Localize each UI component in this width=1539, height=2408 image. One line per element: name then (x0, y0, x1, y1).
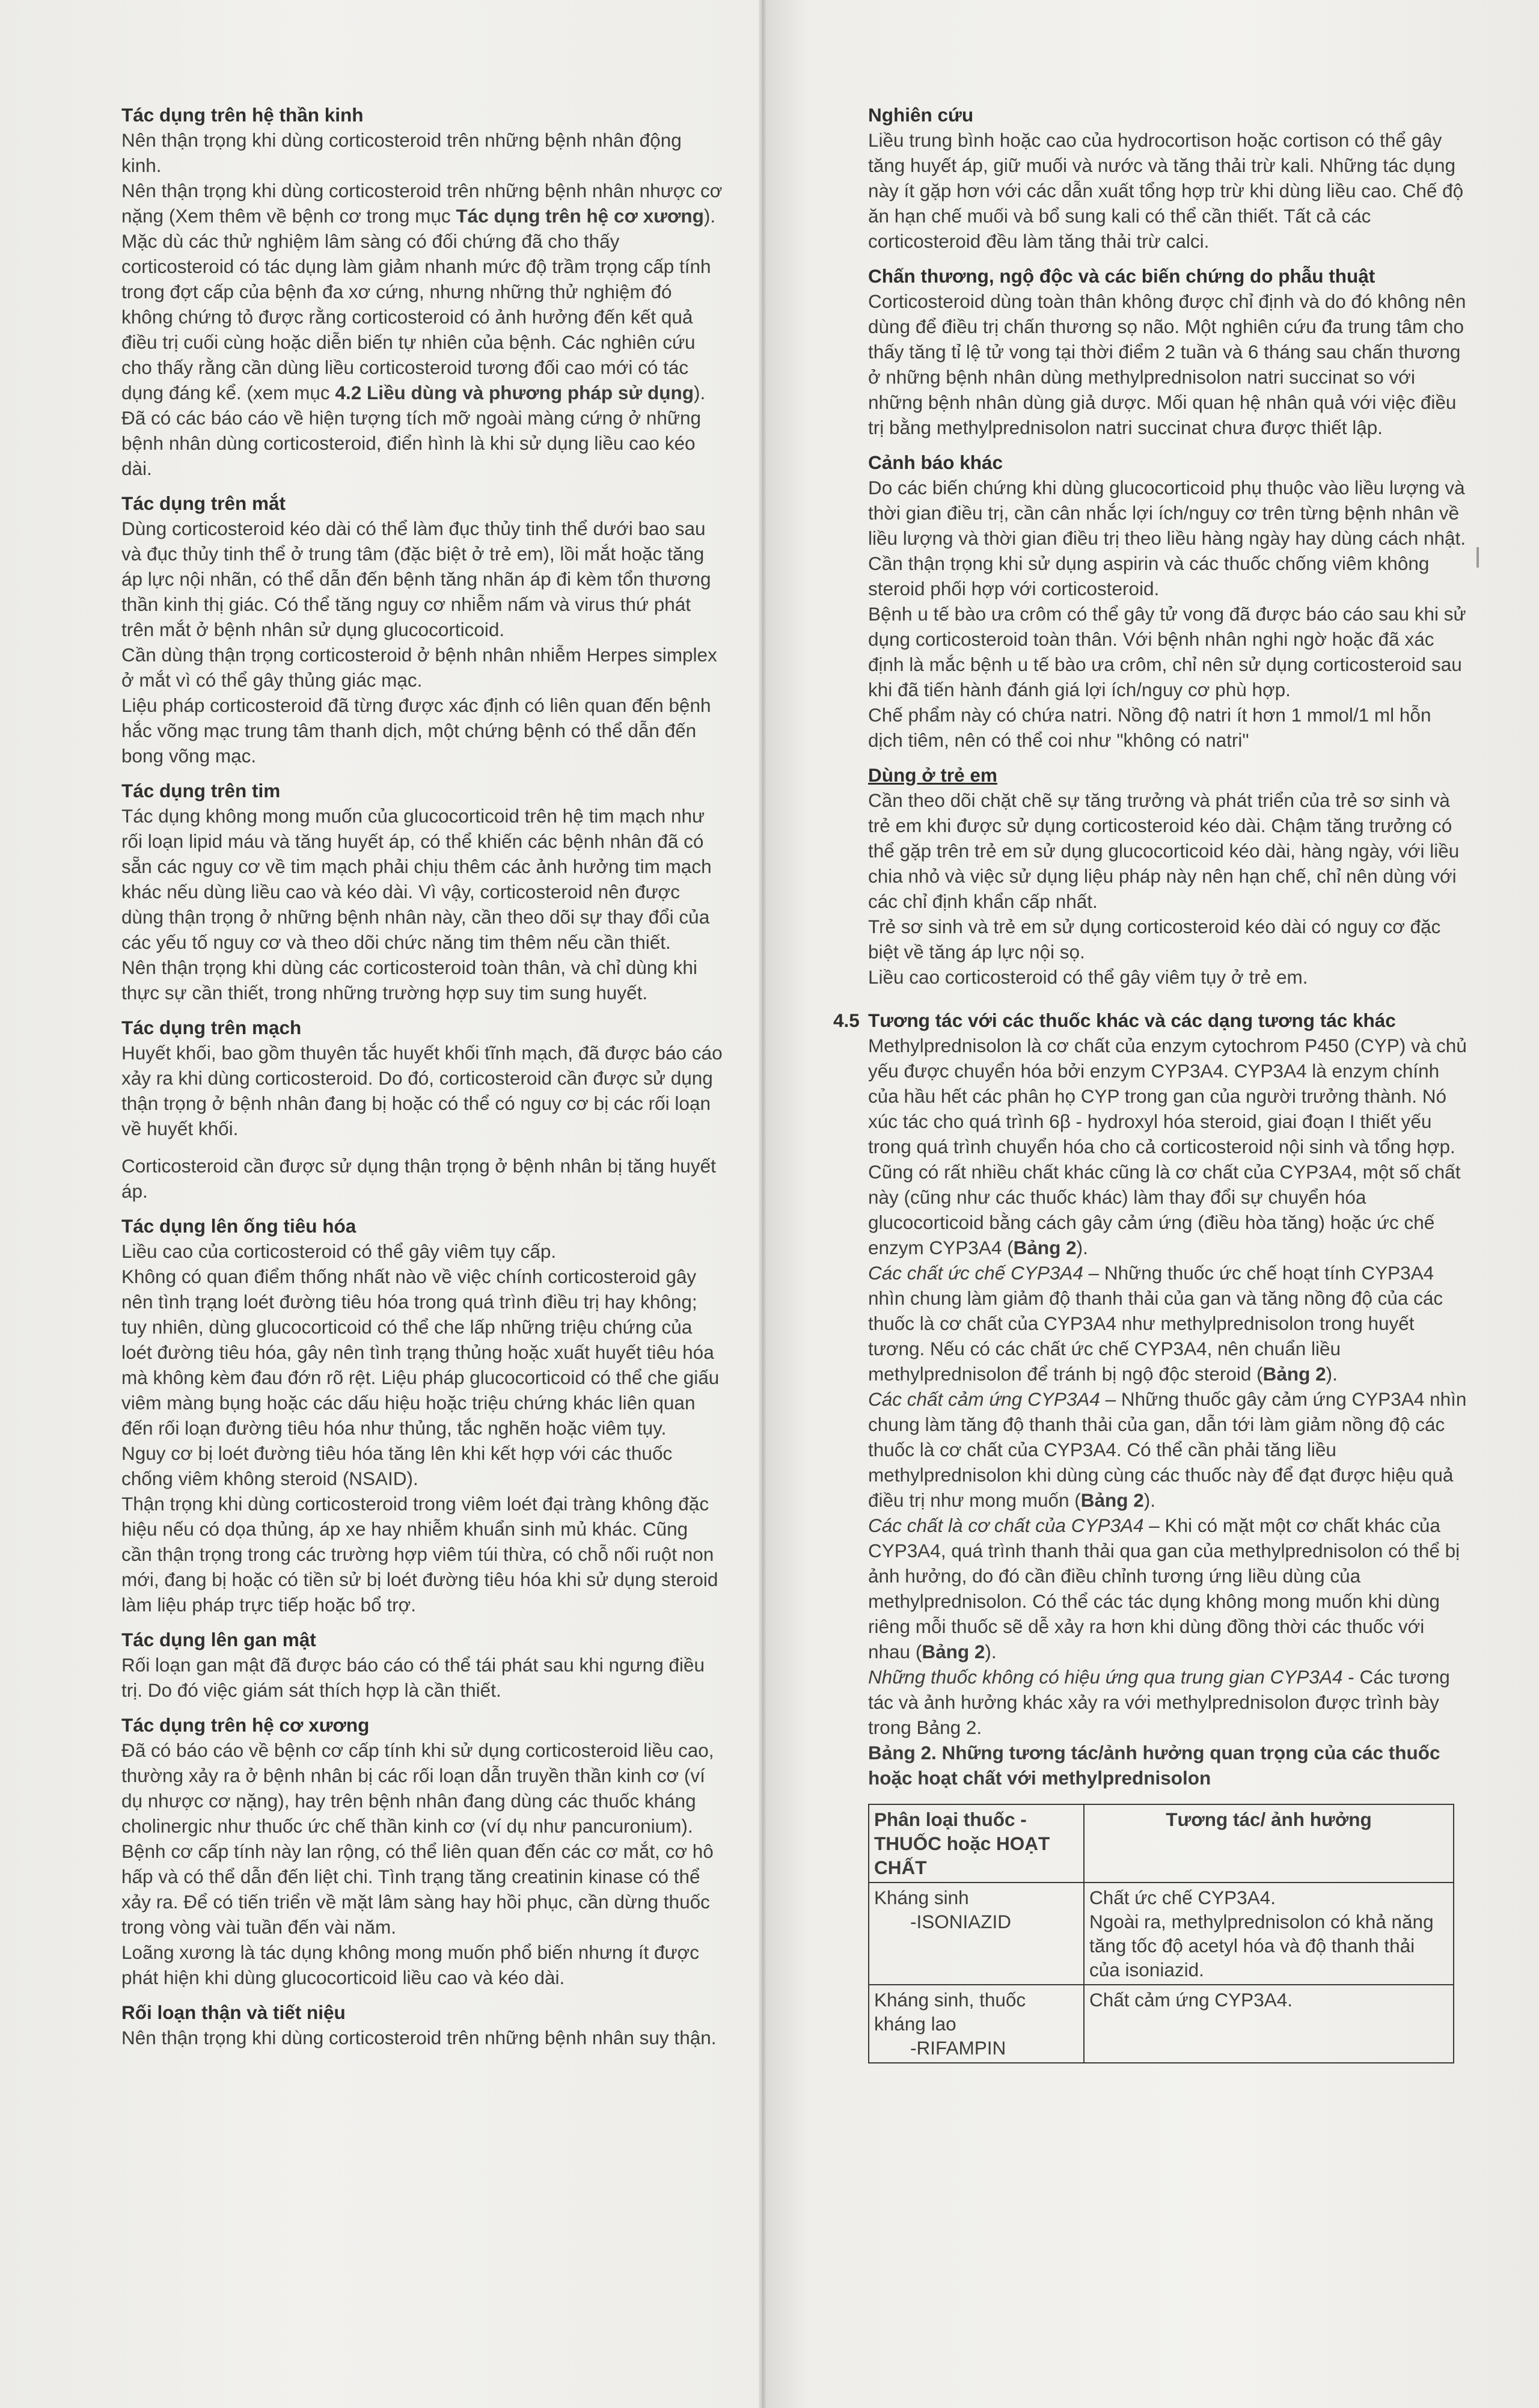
paragraph: Nên thận trọng khi dùng các corticosteroid toàn thân, và chỉ dùng khi thực sự cần thiết, trong những trường hợp suy tim sung huyết. (121, 957, 697, 1003)
paragraph: Trẻ sơ sinh và trẻ em sử dụng corticosteroid kéo dài có nguy cơ đặc biệt về tăng áp lực nội sọ. (868, 916, 1441, 963)
table-header-cell: Phân loại thuốc - THUỐC hoặc HOẠT CHẤT (869, 1804, 1084, 1883)
table-header-row (869, 1804, 1454, 1883)
cross-reference: 4.2 Liều dùng và phương pháp sử dụng (335, 382, 694, 403)
section-vascular (121, 1015, 723, 1204)
paragraph-inducers: Các chất cảm ứng CYP3A4 – Những thuốc gây cảm ứng CYP3A4 nhìn chung làm tăng độ thanh thải của gan, dẫn tới làm giảm nồng độ các thuốc là cơ chất của CYP3A4. Có thể cần phải tăng liều methylprednisolon khi dùng cùng các thuốc này để đạt được hiệu quả điều trị như mong muốn (Bảng 2). (868, 1388, 1467, 1511)
heading-trauma: Chấn thương, ngộ độc và các biến chứng do phẫu thuật (868, 265, 1375, 287)
section-nervous-system (121, 102, 723, 481)
section-gastrointestinal (121, 1213, 723, 1617)
section-eyes (121, 491, 723, 768)
table-cell: Kháng sinh, thuốc kháng lao -RIFAMPIN (869, 1985, 1084, 2063)
section-4-5-interactions (833, 1008, 1469, 2063)
heading-4-5: 4.5 Tương tác với các thuốc khác và các dạng tương tác khác (833, 1008, 1469, 1033)
section-heart (121, 778, 723, 1005)
paragraph: Chế phẩm này có chứa natri. Nồng độ natri ít hơn 1 mmol/1 ml hỗn dịch tiêm, nên có thể coi như "không có natri" (868, 704, 1431, 751)
heading-eyes: Tác dụng trên mắt (121, 492, 286, 514)
paragraph: Không có quan điểm thống nhất nào về việc chính corticosteroid gây nên tình trạng loét đường tiêu hóa trong quá trình điều trị hay không; tuy nhiên, dùng glucocorticoid có thể che lấp những triệu chứng của loét đường tiêu hóa, gây nên tình trạng thủng hoặc xuất huyết tiêu hóa mà không kèm đau đớn rõ rệt. Liệu pháp glucocorticoid có thể che giấu viêm màng bụng hoặc các dấu hiệu hoặc triệu chứng khác liên quan đến rối loạn đường tiêu hóa như thủng, tắc nghẽn hoặc viêm tụy. (121, 1266, 720, 1439)
paragraph-non-cyp: Những thuốc không có hiệu ứng qua trung gian CYP3A4 - Các tương tác và ảnh hưởng khác xảy ra với methylprednisolon được trình bày trong Bảng 2. (868, 1666, 1450, 1738)
paragraph: Huyết khối, bao gồm thuyên tắc huyết khối tĩnh mạch, đã được báo cáo xảy ra khi dùng corticosteroid. Do đó, corticosteroid cần được sử dụng thận trọng ở bệnh nhân đang bị hoặc có thể có nguy cơ bị các rối loạn về huyết khối. (121, 1042, 723, 1139)
paragraph: Corticosteroid cần được sử dụng thận trọng ở bệnh nhân bị tăng huyết áp. (121, 1155, 716, 1202)
left-column (121, 102, 723, 2060)
paragraph: Liều cao corticosteroid có thể gây viêm tụy ở trẻ em. (868, 966, 1308, 988)
heading-musculoskeletal: Tác dụng trên hệ cơ xương (121, 1714, 370, 1736)
paragraph: Liệu pháp corticosteroid đã từng được xác định có liên quan đến bệnh hắc võng mạc trung tâm thanh dịch, một chứng bệnh có thể dẫn đến bong võng mạc. (121, 694, 711, 767)
paragraph: Đã có báo cáo về bệnh cơ cấp tính khi sử dụng corticosteroid liều cao, thường xảy ra ở bệnh nhân bị các rối loạn dẫn truyền thần kinh cơ (ví dụ nhược cơ nặng), hay trên bệnh nhân đang dùng các thuốc kháng cholinergic như thuốc ức chế thần kinh cơ (ví dụ như pancuronium). Bệnh cơ cấp tính này lan rộng, có thể liên quan đến các cơ mắt, cơ hô hấp và có thể dẫn đến liệt chi. Tình trạng tăng creatinin kinase có thể xảy ra. Để có tiến triển về mặt lâm sàng hay hồi phục, cần dừng thuốc trong vòng vài tuần đến vài năm. (121, 1739, 714, 1938)
paragraph: Nguy cơ bị loét đường tiêu hóa tăng lên khi kết hợp với các thuốc chống viêm không steroid (NSAID). (121, 1442, 673, 1489)
paragraph: Do các biến chứng khi dùng glucocorticoid phụ thuộc vào liều lượng và thời gian điều trị, cần cân nhắc lợi ích/nguy cơ trên từng bệnh nhân về liều lượng và thời gian điều trị theo liều hàng ngày hay dùng cách nhật. (868, 477, 1466, 549)
section-renal (121, 2000, 723, 2050)
table-header-cell: Tương tác/ ảnh hưởng (1084, 1804, 1454, 1883)
paragraph: Cần dùng thận trọng corticosteroid ở bệnh nhân nhiễm Herpes simplex ở mắt vì có thể gây thủng giác mạc. (121, 644, 717, 691)
section-4-5-body (868, 1033, 1469, 2063)
paragraph: Rối loạn gan mật đã được báo cáo có thể tái phát sau khi ngưng điều trị. Do đó việc giám sát thích hợp là cần thiết. (121, 1654, 705, 1701)
heading-vascular: Tác dụng trên mạch (121, 1017, 302, 1038)
heading-nervous-system: Tác dụng trên hệ thần kinh (121, 104, 364, 126)
heading-hepatobiliary: Tác dụng lên gan mật (121, 1629, 316, 1650)
paragraph: Tác dụng không mong muốn của glucocorticoid trên hệ tim mạch như rối loạn lipid máu và tăng huyết áp, có thể khiến các bệnh nhân đã có sẵn các nguy cơ về tim mạch phải chịu thêm các ảnh hưởng tim mạch khác nếu dùng liều cao và kéo dài. Vì vậy, corticosteroid nên được dùng thận trọng ở những bệnh nhân này, cần theo dõi sự thay đổi của các yếu tố nguy cơ và theo dõi chức năng tim thêm nếu cần thiết. (121, 805, 712, 953)
paragraph: Đã có các báo cáo về hiện tượng tích mỡ ngoài màng cứng ở những bệnh nhân dùng corticosteroid, điển hình là khi sử dụng liều cao kéo dài. (121, 407, 702, 479)
interaction-table (868, 1804, 1454, 2063)
heading-renal: Rối loạn thận và tiết niệu (121, 2002, 346, 2023)
paragraph: Mặc dù các thử nghiệm lâm sàng có đối chứng đã cho thấy corticosteroid có tác dụng làm giảm nhanh mức độ trầm trọng cấp tính trong đợt cấp của bệnh đa xơ cứng, nhưng những thử nghiệm đó không chứng tỏ được rằng corticosteroid có ảnh hưởng đến kết quả điều trị cuối cùng hoặc diễn biến tự nhiên của bệnh. Các nghiên cứu cho thấy rằng cần dùng liều corticosteroid tương đối cao mới có tác dụng đáng kể. (xem mục 4.2 Liều dùng và phương pháp sử dụng). (121, 230, 711, 403)
paragraph-inhibitors: Các chất ức chế CYP3A4 – Những thuốc ức chế hoạt tính CYP3A4 nhìn chung làm giảm độ thanh thải của gan và tăng nồng độ của các thuốc là cơ chất của CYP3A4 như methylprednisolon trong huyết tương. Nếu có các chất ức chế CYP3A4, nên chuẩn liều methylprednisolon để tránh bị ngộ độc steroid (Bảng 2). (868, 1262, 1443, 1385)
section-musculoskeletal (121, 1712, 723, 1990)
paragraph: Bệnh u tế bào ưa crôm có thể gây tử vong đã được báo cáo sau khi sử dụng corticosteroid toàn thân. Với bệnh nhân nghi ngờ hoặc đã xác định là mắc bệnh u tế bào ưa crôm, chỉ nên sử dụng corticosteroid sau khi đã tiến hành đánh giá lợi ích/nguy cơ phù hợp. (868, 603, 1466, 700)
table-cell: Chất ức chế CYP3A4. Ngoài ra, methylprednisolon có khả năng tăng tốc độ acetyl hóa và độ thanh thải của isoniazid. (1084, 1883, 1454, 1985)
paragraph: Cần theo dõi chặt chẽ sự tăng trưởng và phát triển của trẻ sơ sinh và trẻ em khi được sử dụng corticosteroid kéo dài. Chậm tăng trưởng có thể gặp trên trẻ em sử dụng glucocorticoid kéo dài, hàng ngày, với liều chia nhỏ và việc sử dụng liệu pháp này nên hạn chế, chỉ nên dùng với các chỉ định khẩn cấp nhất. (868, 789, 1460, 912)
right-column (833, 102, 1469, 2073)
paragraph: Cần thận trọng khi sử dụng aspirin và các thuốc chống viêm không steroid phối hợp với corticosteroid. (868, 553, 1430, 599)
section-trauma (868, 263, 1469, 440)
paragraph: Dùng corticosteroid kéo dài có thể làm đục thủy tinh thể dưới bao sau và đục thủy tinh thể ở trung tâm (đặc biệt ở trẻ em), lồi mắt hoặc tăng áp lực nội nhãn, có thể dẫn đến bệnh tăng nhãn áp đi kèm tổn thương thần kinh thị giác. Có thể tăng nguy cơ nhiễm nấm và virus thứ phát trên mắt ở bệnh nhân sử dụng glucocorticoid. (121, 518, 711, 640)
paragraph: Liều cao của corticosteroid có thể gây viêm tụy cấp. (121, 1240, 557, 1262)
section-research (868, 102, 1469, 254)
page-fold (759, 0, 766, 2408)
heading-pediatric: Dùng ở trẻ em (868, 764, 997, 786)
paragraph: Nên thận trọng khi dùng corticosteroid trên những bệnh nhân suy thận. (121, 2027, 717, 2048)
heading-heart: Tác dụng trên tim (121, 780, 281, 801)
table-title: Bảng 2. Những tương tác/ảnh hưởng quan trọng của các thuốc hoặc hoạt chất với methylprednisolon (868, 1742, 1440, 1789)
section-hepatobiliary (121, 1627, 723, 1703)
paragraph: Corticosteroid dùng toàn thân không được chỉ định và do đó không nên dùng để điều trị chấn thương sọ não. Một nghiên cứu đa trung tâm cho thấy tăng tỉ lệ tử vong tại thời điểm 2 tuần và 6 tháng sau chấn thương ở những bệnh nhân dùng methylprednisolon natri succinat so với những bệnh nhân dùng giả dược. Mối quan hệ nhân quả với việc điều trị bằng methylprednisolon natri succinat chưa được thiết lập. (868, 290, 1466, 438)
table-row (869, 1883, 1454, 1985)
paragraph-substrates: Các chất là cơ chất của CYP3A4 – Khi có mặt một cơ chất khác của CYP3A4, quá trình thanh thải qua gan của methylprednisolon có thể bị ảnh hưởng, do đó cần điều chỉnh tương ứng liều dùng của methylprednisolon. Có thể các tác dụng không mong muốn khi dùng riêng mỗi thuốc sẽ dễ xảy ra hơn khi dùng đồng thời các thuốc với nhau (Bảng 2). (868, 1515, 1460, 1662)
heading-other-warnings: Cảnh báo khác (868, 452, 1003, 473)
paragraph: Thận trọng khi dùng corticosteroid trong viêm loét đại tràng không đặc hiệu nếu có dọa thủng, áp xe hay nhiễm khuẩn sinh mủ khác. Cũng cần thận trọng trong các trường hợp viêm túi thừa, có chỗ nối ruột non mới, đang bị hoặc có tiền sử bị loét đường tiêu hóa khi sử dụng steroid làm liệu pháp trực tiếp hoặc bổ trợ. (121, 1493, 718, 1616)
margin-mark (1476, 547, 1479, 568)
heading-research: Nghiên cứu (868, 104, 974, 126)
paragraph: Nên thận trọng khi dùng corticosteroid trên những bệnh nhân động kinh. (121, 129, 682, 176)
section-other-warnings (868, 450, 1469, 753)
paragraph: Loãng xương là tác dụng không mong muốn phổ biến nhưng ít được phát hiện khi dùng glucocorticoid liều cao và kéo dài. (121, 1941, 699, 1988)
table-cell: Chất cảm ứng CYP3A4. (1084, 1985, 1454, 2063)
table-row (869, 1985, 1454, 2063)
paragraph: Methylprednisolon là cơ chất của enzym cytochrom P450 (CYP) và chủ yếu được chuyển hóa bởi enzym CYP3A4. CYP3A4 là enzym chính của hầu hết các phân họ CYP trong gan của người trưởng thành. Nó xúc tác cho quá trình 6β - hydroxyl hóa steroid, giai đoạn I thiết yếu trong quá trình chuyển hóa cho cả corticosteroid nội sinh và tổng hợp. Cũng có rất nhiều chất khác cũng là cơ chất của CYP3A4, một số chất này (cũng như các thuốc khác) làm thay đổi sự chuyển hóa glucocorticoid bằng cách gây cảm ứng (điều hòa tăng) hoặc ức chế enzym CYP3A4 (Bảng 2). (868, 1035, 1467, 1258)
paragraph: Nên thận trọng khi dùng corticosteroid trên những bệnh nhân nhược cơ nặng (Xem thêm về bệnh cơ trong mục Tác dụng trên hệ cơ xương). (121, 180, 723, 227)
section-number: 4.5 (833, 1009, 860, 1031)
heading-gastrointestinal: Tác dụng lên ống tiêu hóa (121, 1215, 356, 1237)
paragraph: Liều trung bình hoặc cao của hydrocortison hoặc cortison có thể gây tăng huyết áp, giữ muối và nước và tăng thải trừ kali. Những tác dụng này ít gặp hơn với các dẫn xuất tổng hợp trừ khi dùng liều cao. Chế độ ăn hạn chế muối và bổ sung kali có thể cần thiết. Tất cả các corticosteroid đều làm tăng thải trừ calci. (868, 129, 1464, 252)
section-pediatric (868, 762, 1469, 990)
table-cell: Kháng sinh -ISONIAZID (869, 1883, 1084, 1985)
cross-reference: Tác dụng trên hệ cơ xương (456, 205, 704, 227)
